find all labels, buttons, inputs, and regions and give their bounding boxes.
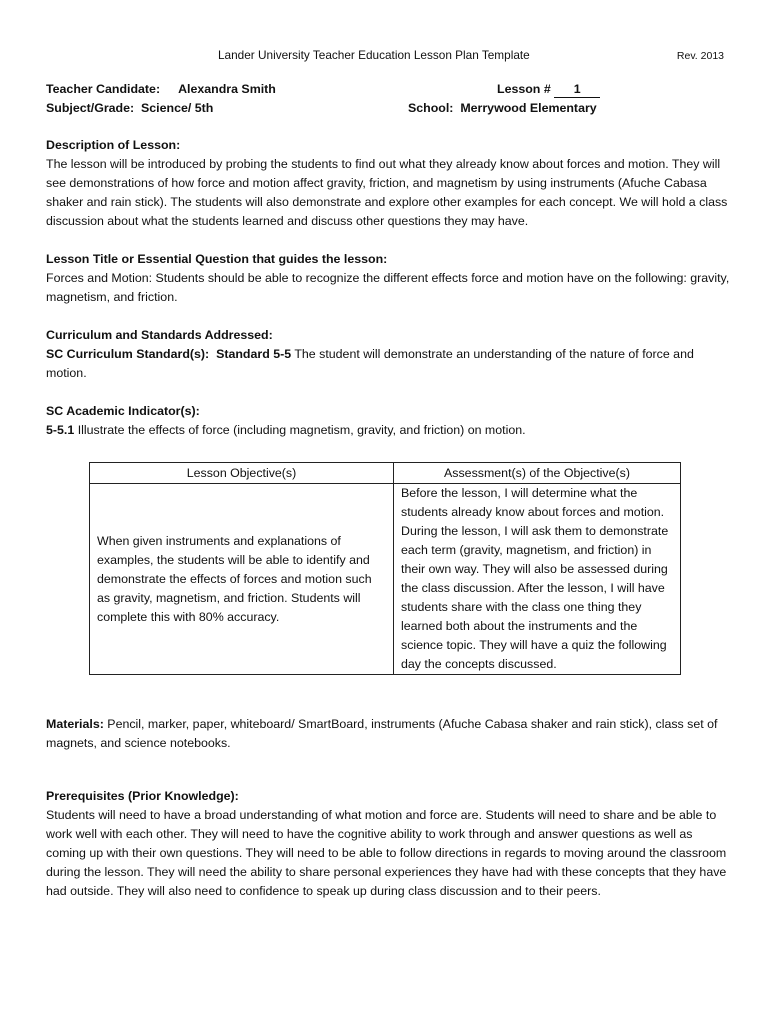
- standard-text: The student will demonstrate an understanding of the nature of force and motion.: [46, 347, 694, 380]
- assessment-column-header: Assessment(s) of the Objective(s): [394, 463, 681, 484]
- materials-label: Materials:: [46, 717, 104, 731]
- lesson-meta: [46, 80, 730, 118]
- curriculum-standard: [46, 345, 730, 383]
- lesson-number-value: 1: [554, 82, 600, 98]
- subject-value: Science/ 5th: [141, 101, 214, 115]
- materials-text: Pencil, marker, paper, whiteboard/ SmartBoard, instruments (Afuche Cabasa shaker and rain stick), class set of magnets, and science notebooks.: [46, 717, 718, 750]
- document-header: [46, 46, 730, 66]
- school-label: School:: [408, 101, 454, 115]
- meta-row-candidate: [46, 80, 730, 99]
- indicator-id: 5-5.1: [46, 423, 75, 437]
- indicator-text: Illustrate the effects of force (including magnetism, gravity, and friction) on motion.: [74, 423, 526, 437]
- school-value: Merrywood Elementary: [460, 101, 597, 115]
- description-heading: Description of Lesson:: [46, 138, 181, 152]
- objectives-column-header: Lesson Objective(s): [90, 463, 394, 484]
- curriculum-heading: Curriculum and Standards Addressed:: [46, 328, 273, 342]
- lesson-body: [46, 136, 730, 901]
- lesson-number-label: Lesson #: [497, 82, 551, 96]
- objectives-table: [89, 462, 681, 675]
- objective-cell: When given instruments and explanations of examples, the students will be able to identify and demonstrate the effects of forces and motion such as gravity, magnetism, and friction. Students will complete this with 80% accuracy.: [90, 484, 394, 675]
- lesson-title-section: [46, 250, 730, 307]
- objectives-table-row: [90, 484, 681, 675]
- materials-line: [46, 715, 730, 753]
- standard-id: Standard 5-5: [216, 347, 292, 361]
- lesson-title-heading: Lesson Title or Essential Question that guides the lesson:: [46, 252, 388, 266]
- prerequisites-section: [46, 787, 730, 901]
- description-text: The lesson will be introduced by probing the students to find out what they already know about forces and motion. They will see demonstrations of how force and motion affect gravity, friction, and magnetism by using instruments (Afuche Cabasa shaker and rain stick). The students will also demonstrate and explore other examples for each concept. We will hold a class discussion about what the students learned and discuss other questions they may have.: [46, 157, 728, 228]
- indicator-heading: SC Academic Indicator(s):: [46, 404, 200, 418]
- indicator-section: [46, 402, 730, 440]
- meta-row-subject: [46, 99, 730, 118]
- prerequisites-heading: Prerequisites (Prior Knowledge):: [46, 789, 239, 803]
- description-section: [46, 136, 730, 231]
- subject-label: Subject/Grade:: [46, 101, 135, 115]
- indicator-line: [46, 421, 730, 440]
- candidate-label: Teacher Candidate:: [46, 82, 161, 96]
- revision-label: Rev. 2013: [676, 50, 724, 62]
- prerequisites-text: Students will need to have a broad understanding of what motion and force are. Students will need to share and be able to work well with each other. They will need to have the cognitive ability to work through and answer questions as well as coming up with their own questions. They will need to be able to follow directions in regards to moving around the classroom during the lesson. They will need the ability to share personal experiences they have had with these concepts that they have had outside. They will also need to confidence to speak up during class discussion and to their peers.: [46, 808, 727, 898]
- assessment-cell: Before the lesson, I will determine what the students already know about forces and motion. During the lesson, I will ask them to demonstrate each term (gravity, magnetism, and friction) in their own way. They will also be assessed during the class discussion. After the lesson, I will have students share with the class one thing they learned both about the instruments and the science topic. They will have a quiz the following day the concepts discussed.: [394, 484, 681, 675]
- candidate-name: Alexandra Smith: [178, 82, 276, 96]
- school-field: [408, 99, 597, 118]
- lesson-title-text: Forces and Motion: Students should be able to recognize the different effects force and motion have on the following: gravity, magnetism, and friction.: [46, 271, 730, 304]
- curriculum-section: [46, 326, 730, 383]
- document-title: Lander University Teacher Education Lesson Plan Template: [218, 48, 530, 62]
- materials-section: [46, 715, 730, 753]
- objectives-table-header: [90, 463, 681, 484]
- standard-label: SC Curriculum Standard(s):: [46, 347, 210, 361]
- lesson-number-field: [497, 80, 600, 99]
